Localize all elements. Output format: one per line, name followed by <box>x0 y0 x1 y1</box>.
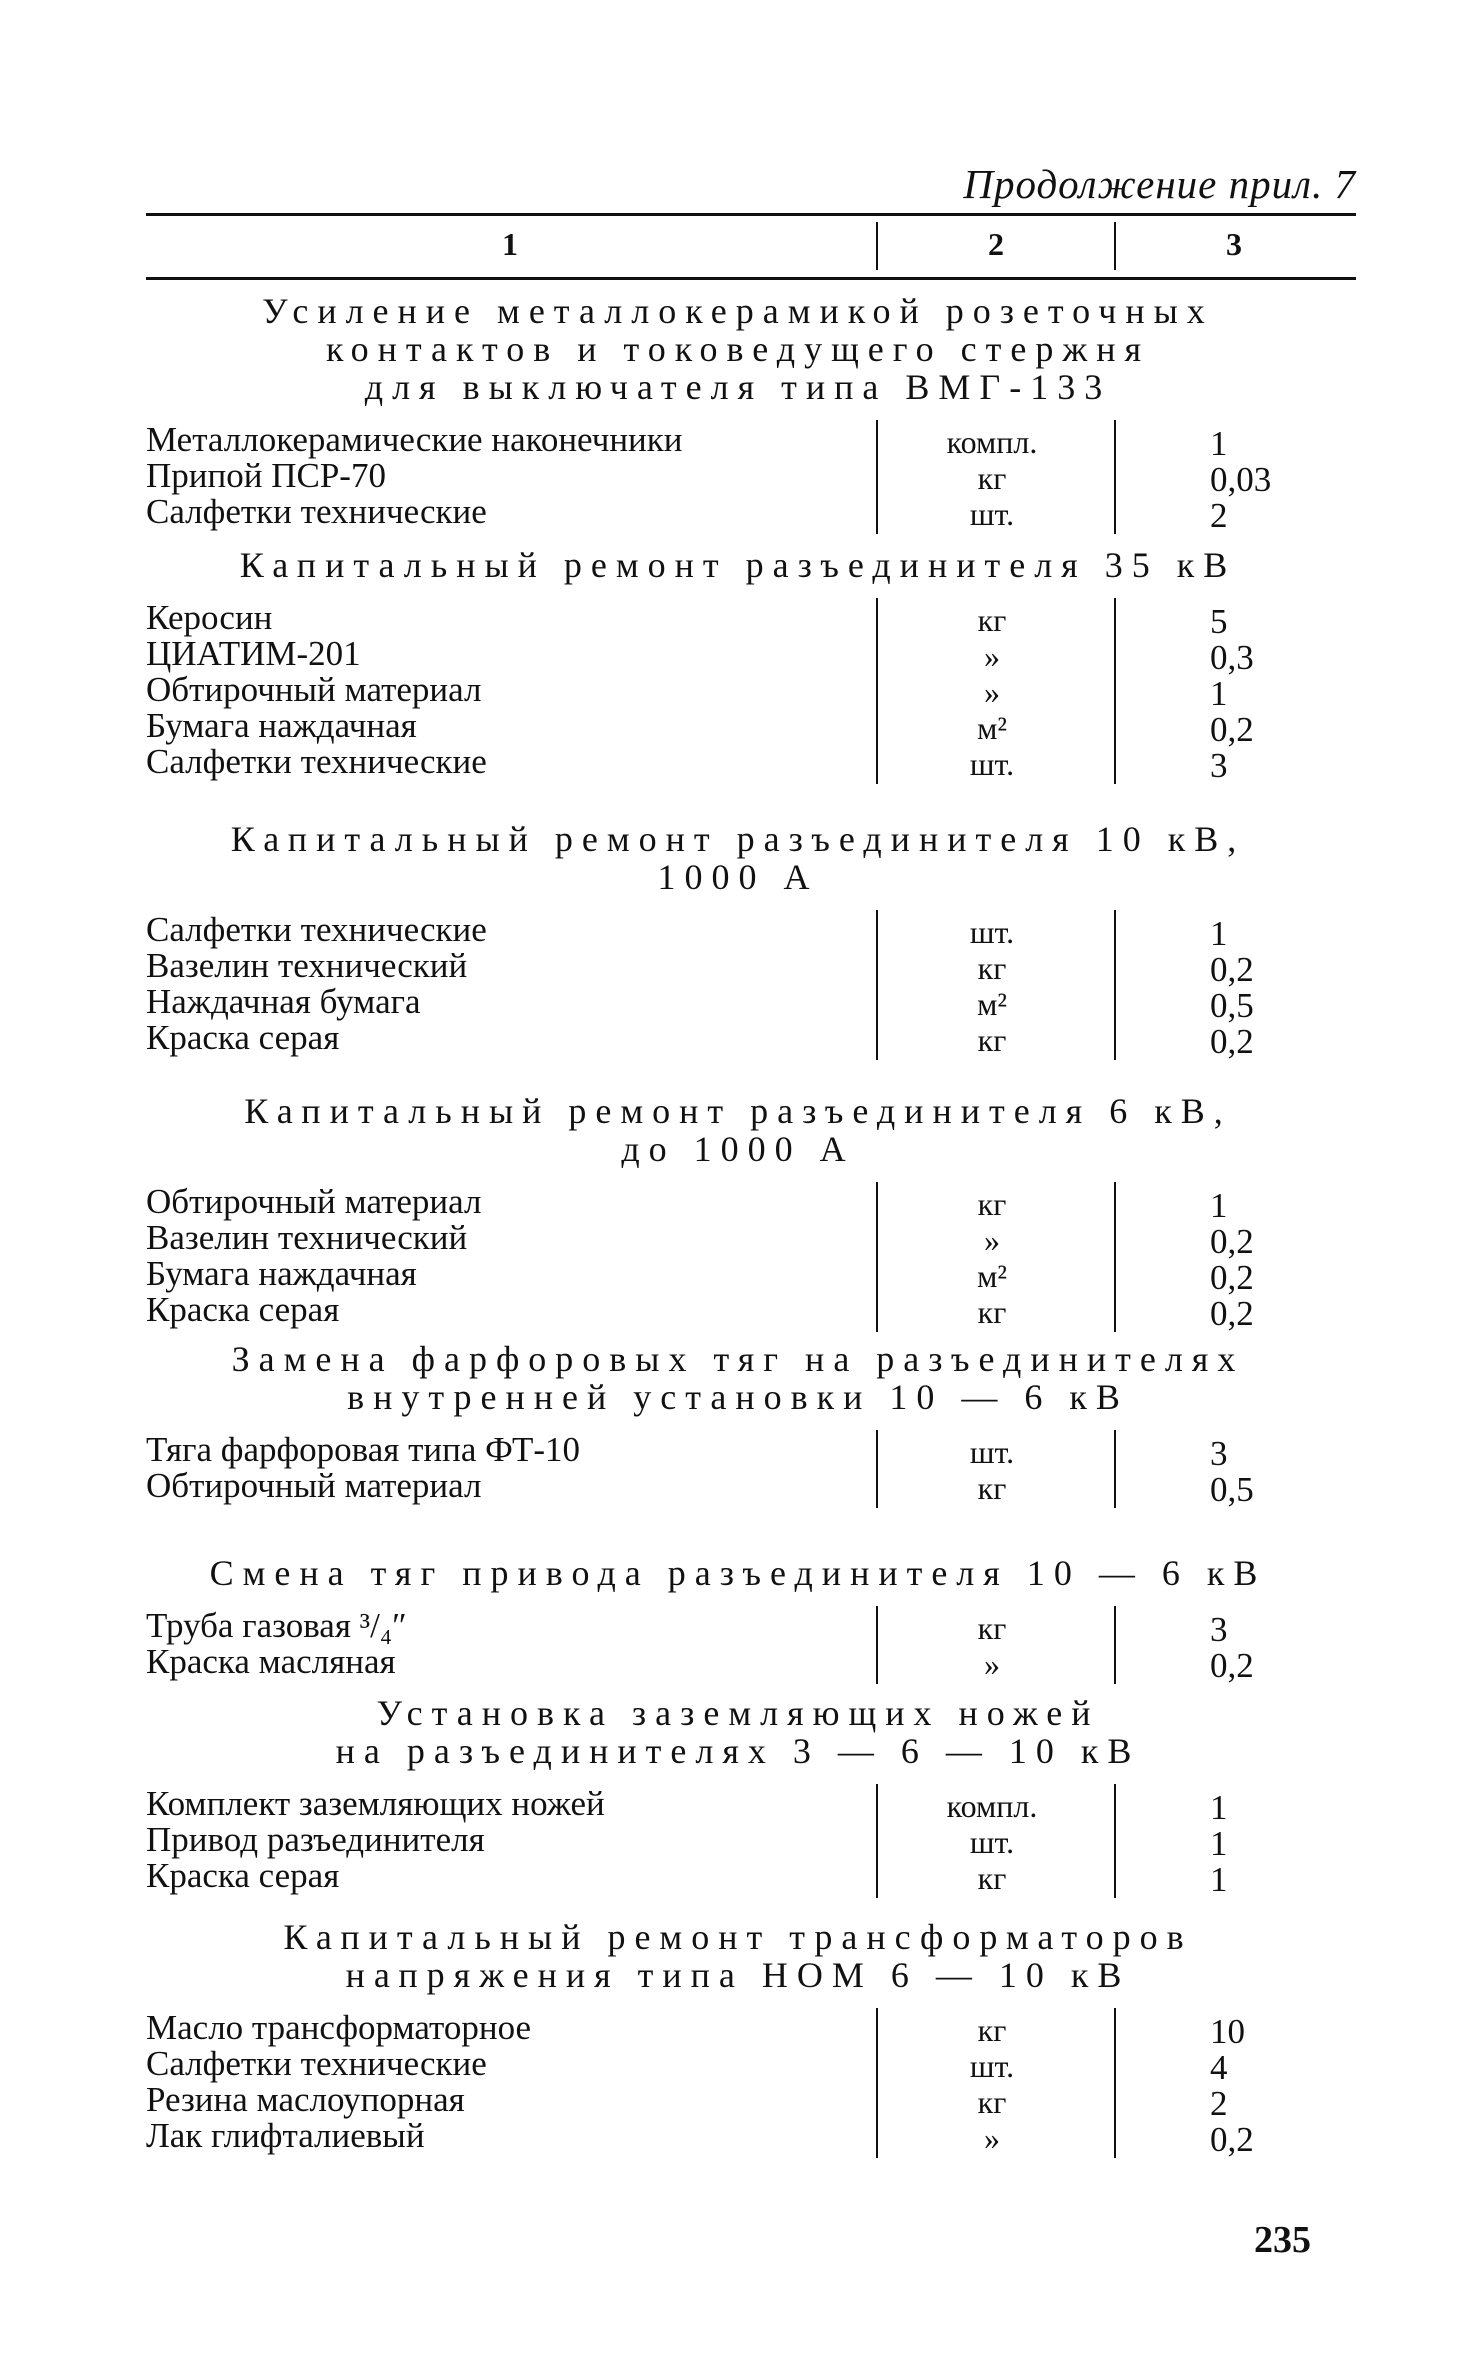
table-row <box>0 2080 1476 2123</box>
unit-cell: » <box>984 1222 1000 1258</box>
column-header-separator <box>1114 222 1116 270</box>
unit-cell: кг <box>977 602 1007 638</box>
section-title-line: Капитальный ремонт разъединителя 6 кВ, <box>244 1091 1232 1131</box>
quantity-cell: 0,2 <box>1210 1258 1254 1297</box>
quantity-cell: 0,2 <box>1210 1222 1254 1261</box>
section-title-line: Усиление металлокерамикой розеточных <box>262 291 1214 331</box>
quantity-cell: 2 <box>1210 2084 1228 2123</box>
unit-cell: кг <box>977 2012 1007 2048</box>
table-row <box>0 742 1476 785</box>
unit-cell: м² <box>977 1258 1007 1294</box>
unit-cell: шт. <box>969 496 1015 532</box>
section-title-line: Смена тяг привода разъединителя 10 — 6 кВ <box>209 1553 1267 1593</box>
quantity-cell: 1 <box>1210 1186 1228 1225</box>
table-row <box>0 1218 1476 1261</box>
material-name: Лак глифталиевый <box>146 2116 425 2155</box>
table-row <box>0 1430 1476 1473</box>
material-name: Обтирочный материал <box>146 1182 482 1221</box>
section-rows <box>0 598 1476 785</box>
quantity-cell: 1 <box>1210 1788 1228 1827</box>
unit-cell: кг <box>977 1610 1007 1646</box>
quantity-cell: 1 <box>1210 424 1228 463</box>
unit-cell: » <box>984 1646 1000 1682</box>
quantity-cell: 4 <box>1210 2048 1228 2087</box>
unit-cell: шт. <box>969 746 1015 782</box>
material-name: Бумага наждачная <box>146 1254 417 1293</box>
unit-cell: кг <box>977 1470 1007 1506</box>
section-rows <box>0 420 1476 535</box>
section <box>0 1091 1476 1333</box>
table-row <box>0 706 1476 749</box>
section-title-line: для выключателя типа ВМГ-133 <box>364 367 1112 407</box>
column-header-2: 2 <box>988 226 1004 262</box>
section-title-line: Замена фарфоровых тяг на разъединителях <box>231 1339 1245 1379</box>
section-title <box>0 1918 1476 1994</box>
quantity-cell: 3 <box>1210 1610 1228 1649</box>
unit-cell: кг <box>977 1294 1007 1330</box>
material-name: Обтирочный материал <box>146 670 482 709</box>
section-title-line: контактов и токоведущего стержня <box>325 329 1151 369</box>
unit-cell: компл. <box>946 424 1038 460</box>
quantity-cell: 3 <box>1210 1434 1228 1473</box>
section <box>0 291 1476 535</box>
page-number: 235 <box>1254 2219 1311 2261</box>
section-rows <box>0 1182 1476 1333</box>
material-name: Вазелин технический <box>146 946 468 985</box>
material-name: Припой ПСР-70 <box>146 456 386 495</box>
unit-cell: м² <box>977 986 1007 1022</box>
section-title-line: до 1000 А <box>621 1129 855 1169</box>
quantity-cell: 0,03 <box>1210 460 1272 499</box>
section-title-line: Капитальный ремонт разъединителя 10 кВ, <box>230 819 1246 859</box>
section-rows <box>0 1606 1476 1685</box>
material-name: Керосин <box>146 598 273 637</box>
section-title-line: Капитальный ремонт разъединителя 35 кВ <box>239 545 1237 585</box>
quantity-cell: 0,2 <box>1210 2120 1254 2159</box>
table-row <box>0 1018 1476 1061</box>
section-title-line: напряжения типа НОМ 6 — 10 кВ <box>345 1955 1131 1995</box>
unit-cell: » <box>984 638 1000 674</box>
section-title <box>0 1340 1476 1416</box>
table-row <box>0 1820 1476 1863</box>
unit-cell: кг <box>977 460 1007 496</box>
unit-cell: кг <box>977 1860 1007 1896</box>
section-rows <box>0 1430 1476 1509</box>
table-row <box>0 910 1476 953</box>
section-title-line: Установка заземляющих ножей <box>376 1693 1100 1733</box>
table-row <box>0 1466 1476 1509</box>
unit-cell: шт. <box>969 914 1015 950</box>
table-row <box>0 2008 1476 2051</box>
table-row <box>0 598 1476 641</box>
quantity-cell: 1 <box>1210 674 1228 713</box>
table-top-rule <box>146 213 1356 216</box>
section <box>0 1339 1476 1509</box>
table-row <box>0 2044 1476 2087</box>
quantity-cell: 1 <box>1210 1860 1228 1899</box>
quantity-cell: 0,2 <box>1210 710 1254 749</box>
quantity-cell: 0,3 <box>1210 638 1254 677</box>
material-name: Наждачная бумага <box>146 982 421 1021</box>
material-name: Металлокерамические наконечники <box>146 420 683 459</box>
unit-cell: кг <box>977 2084 1007 2120</box>
table-header-rule <box>146 277 1356 280</box>
section-title <box>0 1694 1476 1770</box>
quantity-cell: 0,2 <box>1210 1294 1254 1333</box>
table-row <box>0 1290 1476 1333</box>
table-row <box>0 982 1476 1025</box>
table-row <box>0 1254 1476 1297</box>
section-title <box>0 546 1476 584</box>
section-title <box>0 1554 1476 1592</box>
section-title-line: 1000 А <box>657 857 819 897</box>
material-name: Комплект заземляющих ножей <box>146 1784 605 1823</box>
unit-cell: м² <box>977 710 1007 746</box>
material-name: Привод разъединителя <box>146 1820 485 1859</box>
table-row <box>0 456 1476 499</box>
unit-cell: компл. <box>946 1788 1038 1824</box>
material-name: Труба газовая ³/₄″ <box>146 1606 407 1645</box>
material-name: ЦИАТИМ-201 <box>146 634 361 673</box>
column-header-separator <box>876 222 878 270</box>
material-name: Краска серая <box>146 1018 340 1057</box>
table-row <box>0 492 1476 535</box>
section-title <box>0 820 1476 896</box>
quantity-cell: 3 <box>1210 746 1228 785</box>
quantity-cell: 0,2 <box>1210 950 1254 989</box>
material-name: Тяга фарфоровая типа ФТ-10 <box>146 1430 580 1469</box>
unit-cell: » <box>984 674 1000 710</box>
table-row <box>0 1606 1476 1649</box>
unit-cell: кг <box>977 1022 1007 1058</box>
section <box>0 1553 1476 1685</box>
table-row <box>0 1642 1476 1685</box>
section-rows <box>0 2008 1476 2159</box>
material-name: Вазелин технический <box>146 1218 468 1257</box>
unit-cell: шт. <box>969 1434 1015 1470</box>
table-row <box>0 1856 1476 1899</box>
material-name: Салфетки технические <box>146 910 487 949</box>
table-row <box>0 634 1476 677</box>
section <box>0 819 1476 1061</box>
section-title-line: на разъединителях 3 — 6 — 10 кВ <box>335 1731 1141 1771</box>
quantity-cell: 0,5 <box>1210 986 1254 1025</box>
material-name: Салфетки технические <box>146 2044 487 2083</box>
quantity-cell: 0,5 <box>1210 1470 1254 1509</box>
material-name: Краска серая <box>146 1290 340 1329</box>
material-name: Краска серая <box>146 1856 340 1895</box>
column-header-3: 3 <box>1226 226 1242 262</box>
material-name: Краска масляная <box>146 1642 396 1681</box>
quantity-cell: 1 <box>1210 914 1228 953</box>
section-title-line: внутренней установки 10 — 6 кВ <box>347 1377 1129 1417</box>
table-row <box>0 946 1476 989</box>
material-name: Обтирочный материал <box>146 1466 482 1505</box>
table-row <box>0 420 1476 463</box>
material-name: Резина маслоупорная <box>146 2080 465 2119</box>
section <box>0 1917 1476 2159</box>
quantity-cell: 0,2 <box>1210 1022 1254 1061</box>
section <box>0 1693 1476 1899</box>
quantity-cell: 5 <box>1210 602 1228 641</box>
unit-cell: кг <box>977 950 1007 986</box>
table-row <box>0 1784 1476 1827</box>
unit-cell: шт. <box>969 1824 1015 1860</box>
unit-cell: кг <box>977 1186 1007 1222</box>
table-row <box>0 2116 1476 2159</box>
material-name: Салфетки технические <box>146 742 487 781</box>
quantity-cell: 10 <box>1210 2012 1245 2051</box>
unit-cell: » <box>984 2120 1000 2156</box>
unit-cell: шт. <box>969 2048 1015 2084</box>
quantity-cell: 1 <box>1210 1824 1228 1863</box>
table-row <box>0 1182 1476 1225</box>
section <box>0 545 1476 785</box>
section-title-line: Капитальный ремонт трансформаторов <box>283 1917 1193 1957</box>
section-title <box>0 1092 1476 1168</box>
material-name: Салфетки технические <box>146 492 487 531</box>
quantity-cell: 0,2 <box>1210 1646 1254 1685</box>
section-rows <box>0 1784 1476 1899</box>
section-title <box>0 292 1476 406</box>
quantity-cell: 2 <box>1210 496 1228 535</box>
material-name: Масло трансформаторное <box>146 2008 532 2047</box>
table-row <box>0 670 1476 713</box>
running-head: Продолжение прил. 7 <box>963 161 1356 207</box>
column-header-1: 1 <box>502 226 518 262</box>
section-rows <box>0 910 1476 1061</box>
material-name: Бумага наждачная <box>146 706 417 745</box>
